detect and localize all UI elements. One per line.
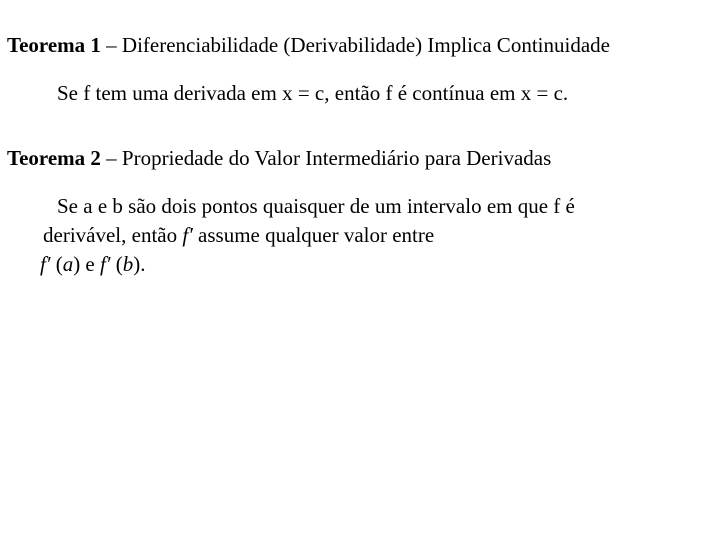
f-prime-symbol-a: f′	[40, 252, 51, 276]
theorem-2-statement	[40, 193, 575, 280]
line-3-end: ).	[133, 252, 146, 276]
f-prime-symbol-b: f′	[100, 252, 111, 276]
theorem-1-statement: Se f tem uma derivada em x = c, então f é contínua em x = c.	[57, 81, 569, 105]
line-2-suffix: assume qualquer valor entre	[192, 223, 435, 247]
theorem-2-heading	[7, 146, 551, 170]
paren-open-a: (	[50, 252, 63, 276]
theorem-1-title: – Diferenciabilidade (Derivabilidade) Implica Continuidade	[100, 33, 610, 57]
theorem-2-label: Teorema 2	[7, 146, 101, 170]
variable-a: a	[62, 252, 74, 276]
theorem-2-statement-line-1: Se a e b são dois pontos quaisquer de um intervalo em que f é	[57, 194, 575, 218]
theorem-2-title: – Propriedade do Valor Intermediário para Derivadas	[100, 146, 552, 170]
theorem-1-heading	[7, 33, 610, 57]
line-3-mid: ) e	[73, 252, 101, 276]
paren-open-b: (	[110, 252, 123, 276]
f-prime-symbol: f′	[182, 223, 193, 247]
theorem-1-label: Teorema 1	[7, 33, 101, 57]
theorem-2-statement-line-2	[40, 222, 575, 251]
theorem-2-statement-line-3	[40, 251, 575, 280]
line-2-prefix: derivável, então	[43, 223, 183, 247]
variable-b: b	[122, 252, 134, 276]
